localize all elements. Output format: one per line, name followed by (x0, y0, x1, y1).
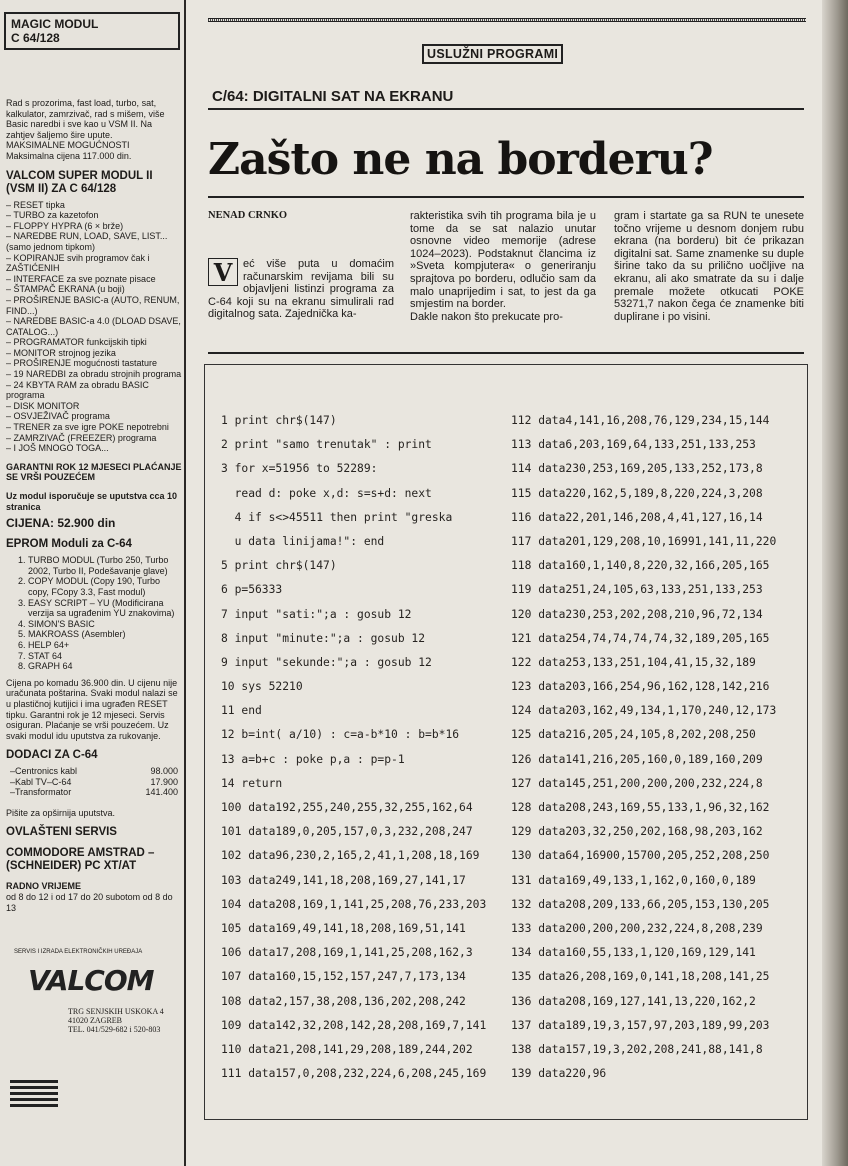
code-line: 117 data201,129,208,10,16991,141,11,220 (511, 534, 777, 548)
code-line: 133 data200,200,200,232,224,8,208,239 (511, 921, 763, 935)
instructions-text: Uz modul isporučuje se uputstva cca 10 stranica (6, 491, 178, 512)
dodaci-name: –Transformator (10, 787, 72, 798)
feature-item: – PROŠIRENJE BASIC-a (AUTO, RENUM, FIND...) (6, 294, 180, 316)
decorative-bars (10, 1080, 58, 1108)
dodaci-name: –Kabl TV–C-64 (10, 776, 72, 787)
eprom-item: 6. HELP 64+ (28, 640, 182, 651)
feature-item: – INTERFACE za sve poznate pisace (6, 273, 156, 284)
drop-cap: V (208, 258, 238, 286)
dodaci-row (10, 766, 178, 777)
code-line: 124 data203,162,49,134,1,170,240,12,173 (511, 704, 777, 718)
code-line: 9 input "sekunde:";a : gosub 12 (221, 655, 432, 669)
feature-item: – TURBO za kazetofon (6, 210, 99, 221)
top-banner-rule (208, 18, 806, 22)
code-line: 5 print chr$(147) (221, 559, 337, 573)
eprom-list-wrapper (6, 555, 182, 672)
guarantee-text: GARANTNI ROK 12 MJESECI PLAĆANJE SE VRŠI POUZEĆEM (6, 461, 182, 483)
feature-list (6, 200, 182, 454)
address-block (68, 1007, 184, 1034)
code-line: 129 data203,32,250,202,168,98,203,162 (511, 825, 763, 839)
code-line: 108 data2,157,38,208,136,202,208,242 (221, 994, 466, 1008)
page-edge (822, 0, 848, 1166)
dodaci-heading: DODACI ZA C-64 (6, 749, 98, 762)
eprom-item: 2. COPY MODUL (Copy 190, Turbo copy, FCopy 3.3, Fast modul) (28, 576, 182, 597)
article (204, 0, 804, 1166)
code-line: 101 data189,0,205,157,0,3,232,208,247 (221, 825, 473, 839)
code-line: 130 data64,16900,15700,205,252,208,250 (511, 849, 770, 863)
hours-heading: RADNO VRIJEME (6, 881, 82, 892)
code-line: 6 p=56333 (221, 583, 283, 597)
address-line2: 41020 ZAGREB (68, 1016, 122, 1026)
code-line: 136 data208,169,127,141,13,220,162,2 (511, 994, 756, 1008)
eprom-item: 4. SIMON'S BASIC (28, 619, 182, 630)
valcom-logo: VALCOM (28, 964, 154, 998)
code-line: 14 return (221, 776, 283, 790)
code-line: 113 data6,203,169,64,133,251,133,253 (511, 438, 756, 452)
code-line: 114 data230,253,169,205,133,252,173,8 (511, 462, 763, 476)
feature-item: – ZAMRZIVAČ (FREEZER) programa (6, 432, 157, 443)
brands-heading: COMMODORE AMSTRAD – (SCHNEIDER) PC XT/AT (6, 847, 155, 873)
feature-item: – 24 KBYTA RAM za obradu BASIC programa (6, 379, 149, 401)
body-column-3: gram i startate ga sa RUN te unesete točno vrijeme u desnom donjem rubu ekrana (na borderu) bit će prikazan digitalni sat. Same znamenke su duple širine tako da su prilično uočljive na ekranu, ali ako smatrate da su i dalje premale možete otkucati POKE 53271,7 nakon čega će znamenke biti duplirane i po visini. (614, 210, 804, 323)
code-line: 134 data160,55,133,1,120,169,129,141 (511, 946, 756, 960)
code-line: 112 data4,141,16,208,76,129,234,15,144 (511, 414, 770, 427)
code-line: 135 data26,208,169,0,141,18,208,141,25 (511, 970, 770, 984)
code-line: 11 end (221, 704, 262, 718)
code-line: 3 for x=51956 to 52289: (221, 462, 378, 476)
dodaci-list (0, 766, 184, 798)
article-title: Zašto ne na borderu? (208, 134, 713, 185)
code-line: 121 data254,74,74,74,74,32,189,205,165 (511, 631, 770, 645)
code-line: 131 data169,49,133,1,162,0,160,0,189 (511, 873, 756, 887)
byline: NENAD CRNKO (208, 210, 288, 221)
body-column-1 (208, 258, 394, 321)
program-listing (204, 364, 808, 1120)
feature-item: – FLOPPY HYPRA (6 × brže) (6, 220, 124, 231)
eprom-item: 1. TURBO MODUL (Turbo 250, Turbo 2002, Turbo II, Podešavanje glave) (28, 555, 182, 576)
ad-title-line1: MAGIC MODUL (11, 17, 99, 31)
service-heading: OVLAŠTENI SERVIS (6, 826, 117, 839)
category-label: USLUŽNI PROGRAMI (422, 44, 563, 64)
eprom-heading: EPROM Moduli za C-64 (6, 538, 132, 551)
kicker: C/64: DIGITALNI SAT NA EKRANU (212, 88, 454, 105)
eprom-item: 5. MAKROASS (Asembler) (28, 629, 182, 640)
code-line: 104 data208,169,1,141,25,208,76,233,203 (221, 897, 487, 911)
rule (208, 108, 804, 110)
address-line3: TEL. 041/529-682 i 520-803 (68, 1025, 161, 1035)
code-line: 105 data169,49,141,18,208,169,51,141 (221, 921, 466, 935)
code-line: 132 data208,209,133,66,205,153,130,205 (511, 897, 770, 911)
eprom-note: Cijena po komadu 36.900 din. U cijenu nije uračunata poštarina. Svaki modul nalazi se u plastičnoj kutijici i ima ugrađen RESET tipku. Garantni rok je 12 mjeseci. Servis osiguran. Plaćanje se vrši pouzećem. Uz svaki modul idu uputstva za rukovanje. (6, 677, 178, 741)
code-line: 128 data208,243,169,55,133,1,96,32,162 (511, 801, 770, 814)
address-line1: TRG SENJSKIH USKOKA 4 (68, 1007, 164, 1017)
code-line: 116 data22,201,146,208,4,41,127,16,14 (511, 510, 763, 524)
eprom-item: 7. STAT 64 (28, 651, 182, 662)
dodaci-price: 98.000 (150, 766, 178, 777)
price-text: CIJENA: 52.900 din (6, 516, 116, 531)
feature-item: – NAREDBE RUN, LOAD, SAVE, LIST... (samo jednom tipkom) (6, 231, 168, 252)
feature-item: – I JOŠ MNOGO TOGA... (6, 443, 109, 454)
code-line: 123 data203,166,254,96,162,128,142,216 (511, 680, 770, 694)
code-line: 7 input "sati:";a : gosub 12 (221, 607, 412, 621)
code-line: 100 data192,255,240,255,32,255,162,64 (221, 801, 473, 814)
code-line: 119 data251,24,105,63,133,251,133,253 (511, 583, 763, 597)
feature-item: – 19 NAREDBI za obradu strojnih programa (6, 369, 182, 380)
code-line: 107 data160,15,152,157,247,7,173,134 (221, 970, 466, 984)
code-line: 10 sys 52210 (221, 680, 303, 694)
code-line: 120 data230,253,202,208,210,96,72,134 (511, 607, 763, 621)
listing-left-column (221, 409, 486, 1086)
listing-right-column (511, 409, 776, 1086)
code-line: 4 if s<>45511 then print "greska (221, 510, 453, 524)
code-line: read d: poke x,d: s=s+d: next (221, 486, 432, 500)
feature-item: – OSVJEŽIVAČ programa (6, 411, 110, 422)
feature-item: – TRENER za sve igre POKE nepotrebni (6, 422, 169, 433)
code-line: 127 data145,251,200,200,200,232,224,8 (511, 776, 763, 790)
col1-text: eć više puta u domaćim računarskim revijama bili su objavljeni listinzi programa za C-64 koji su na ekranu simulirali rad digitalnog sata. Zajednička ka- (208, 258, 394, 321)
code-line: 102 data96,230,2,165,2,41,1,208,18,169 (221, 849, 480, 863)
ad-intro: Rad s prozorima, fast load, turbo, sat, kalkulator, zamrzivač, rad s mišem, više Basic naredbi i sve kao u VSM II. Na zahtjev šaljemo šire upute. (6, 98, 165, 140)
servis-line: SERVIS I IZRADA ELEKTRONIČKIH UREĐAJA (14, 949, 143, 956)
ad-title-box (4, 12, 180, 50)
advertisement-column (0, 0, 186, 1166)
feature-item: – NAREDBE BASIC-a 4.0 (DLOAD DSAVE, CATALOG...) (6, 316, 181, 337)
code-line: 139 data220,96 (511, 1067, 607, 1081)
valcom-heading: VALCOM SUPER MODUL II (VSM II) ZA C 64/128 (6, 169, 153, 195)
code-line: 122 data253,133,251,104,41,15,32,189 (511, 655, 756, 669)
ad-title-line2: C 64/128 (11, 31, 60, 45)
eprom-list (28, 555, 182, 672)
code-line: 12 b=int( a/10) : c=a-b*10 : b=b*16 (221, 728, 460, 742)
feature-item: – DISK MONITOR (6, 400, 80, 411)
dodaci-price: 17.900 (150, 776, 178, 787)
code-line: 125 data216,205,24,105,8,202,208,250 (511, 728, 756, 742)
feature-item: – RESET tipka (6, 199, 65, 210)
code-line: 109 data142,32,208,142,28,208,169,7,141 (221, 1018, 487, 1032)
dodaci-price: 141.400 (145, 787, 178, 798)
code-line: 2 print "samo trenutak" : print (221, 438, 432, 452)
code-line: 126 data141,216,205,160,0,189,160,209 (511, 752, 763, 766)
dodaci-row (10, 787, 178, 798)
code-line: 118 data160,1,140,8,220,32,166,205,165 (511, 559, 770, 573)
write-note: Pišite za opširnija uputstva. (6, 807, 116, 818)
code-line: 138 data157,19,3,202,208,241,88,141,8 (511, 1042, 763, 1056)
eprom-item: 8. GRAPH 64 (28, 661, 182, 672)
rule (208, 352, 804, 354)
dodaci-row (10, 777, 178, 788)
feature-item: – ŠTAMPAČ EKRANA (u boji) (6, 284, 125, 295)
code-line: 8 input "minute:";a : gosub 12 (221, 631, 426, 645)
feature-item: – KOPIRANJE svih programov čak i ZAŠTIĆENIH (6, 252, 150, 274)
rule (208, 196, 804, 198)
code-line: 106 data17,208,169,1,141,25,208,162,3 (221, 946, 473, 960)
code-line: u data linijama!": end (221, 534, 385, 548)
hours-text: od 8 do 12 i od 17 do 20 subotom od 8 do 13 (6, 891, 173, 913)
code-line: 103 data249,141,18,208,169,27,141,17 (221, 873, 466, 887)
ad-max-label: MAKSIMALNE MOGUĆNOSTI (6, 140, 130, 151)
eprom-item: 3. EASY SCRIPT – YU (Modificirana verzija sa ugrađenim YU znakovima) (28, 598, 182, 619)
body-column-2: rakteristika svih tih programa bila je u tome da se sat nalazio unutar osnovne video memorije (adrese 1024–2023). Podstaknut člancima iz »Sveta kompjutera« o generiranju sprajtova po borderu, odlučio sam da malo unaprijedim i sat, to jest da ga smjestim na border. Dakle nakon što prekucate pro- (410, 210, 596, 323)
feature-item: – PROŠIRENJE mogućnosti tastature (6, 358, 158, 369)
code-line: 111 data157,0,208,232,224,6,208,245,169 (221, 1067, 487, 1081)
code-line: 13 a=b+c : poke p,a : p=p-1 (221, 752, 405, 766)
code-line: 115 data220,162,5,189,8,220,224,3,208 (511, 486, 763, 500)
dodaci-name: –Centronics kabl (10, 766, 78, 777)
feature-item: – MONITOR strojnog jezika (6, 347, 116, 358)
code-line: 110 data21,208,141,29,208,189,244,202 (221, 1042, 473, 1056)
code-line: 1 print chr$(147) (221, 414, 337, 427)
ad-max-price: Maksimalna cijena 117.000 din. (6, 150, 132, 161)
code-line: 137 data189,19,3,157,97,203,189,99,203 (511, 1018, 770, 1032)
feature-item: – PROGRAMATOR funkcijskih tipki (6, 337, 147, 348)
